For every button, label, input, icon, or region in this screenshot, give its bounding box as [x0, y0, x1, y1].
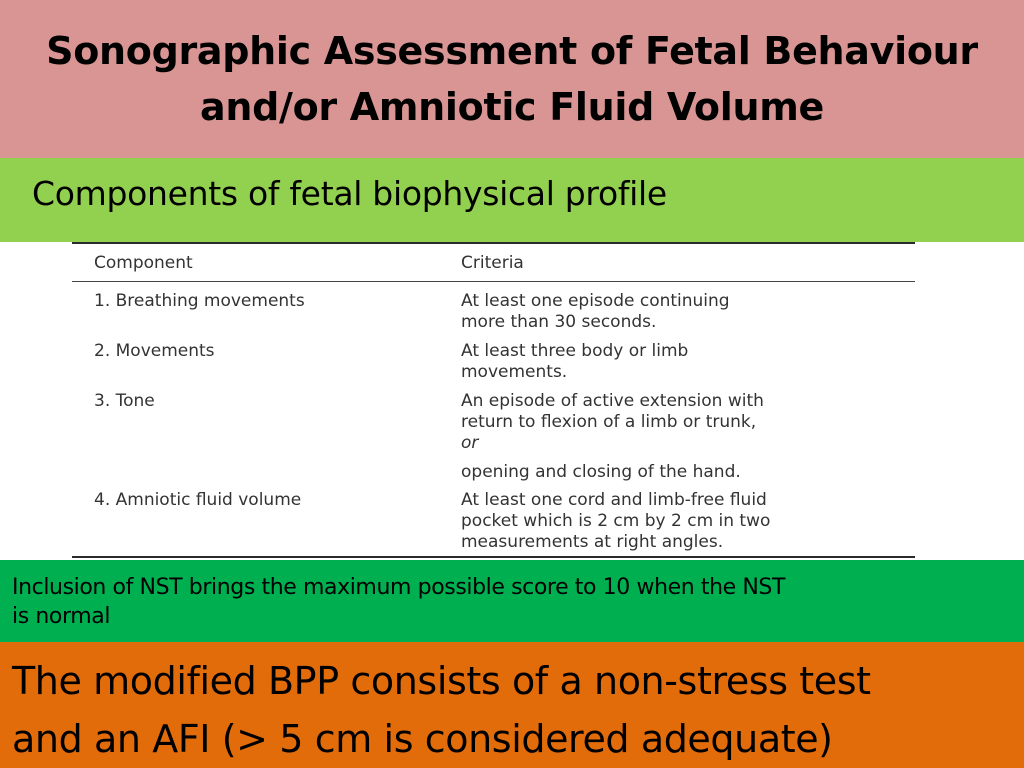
- table-header: [72, 244, 915, 282]
- criteria-cell: [461, 490, 901, 553]
- criteria-line: At least one episode continuing: [461, 291, 730, 311]
- header-component: Component: [94, 253, 193, 273]
- criteria-line: measurements at right angles.: [461, 532, 724, 552]
- component-cell: 2. Movements: [94, 341, 215, 361]
- criteria-line: more than 30 seconds.: [461, 312, 657, 332]
- slide-title: [22, 23, 1002, 135]
- subtitle: Components of fetal biophysical profile: [32, 174, 667, 213]
- modified-bpp-note: [12, 652, 1017, 768]
- criteria-line: pocket which is 2 cm by 2 cm in two: [461, 511, 771, 531]
- criteria-or-label: or: [461, 433, 479, 453]
- nst-note-band: [0, 560, 1024, 642]
- nst-note-line-2: is normal: [12, 604, 111, 629]
- nst-note-line-1: Inclusion of NST brings the maximum possible score to 10 when the NST: [12, 575, 786, 600]
- title-line-2: and/or Amniotic Fluid Volume: [200, 85, 824, 129]
- title-line-1: Sonographic Assessment of Fetal Behaviour: [46, 29, 978, 73]
- component-cell: 3. Tone: [94, 391, 155, 411]
- criteria-line: At least three body or limb: [461, 341, 689, 361]
- bpp-components-table: [72, 242, 915, 558]
- subtitle-band: [0, 158, 1024, 242]
- table-area: [0, 242, 1024, 560]
- criteria-line: opening and closing of the hand.: [461, 462, 741, 482]
- criteria-cell: [461, 291, 901, 333]
- criteria-line: return to flexion of a limb or trunk,: [461, 412, 757, 432]
- criteria-line: An episode of active extension with: [461, 391, 764, 411]
- title-band: [0, 0, 1024, 158]
- nst-note: [12, 573, 1017, 631]
- criteria-line: movements.: [461, 362, 568, 382]
- modified-bpp-line-1: The modified BPP consists of a non-stress test: [12, 659, 871, 703]
- component-cell: 4. Amniotic fluid volume: [94, 490, 302, 510]
- component-cell: 1. Breathing movements: [94, 291, 305, 311]
- modified-bpp-band: [0, 642, 1024, 768]
- criteria-cell: [461, 391, 901, 483]
- criteria-line: At least one cord and limb-free fluid: [461, 490, 767, 510]
- header-criteria: Criteria: [461, 253, 524, 273]
- criteria-cell: [461, 341, 901, 383]
- modified-bpp-line-2: and an AFI (> 5 cm is considered adequate): [12, 717, 833, 761]
